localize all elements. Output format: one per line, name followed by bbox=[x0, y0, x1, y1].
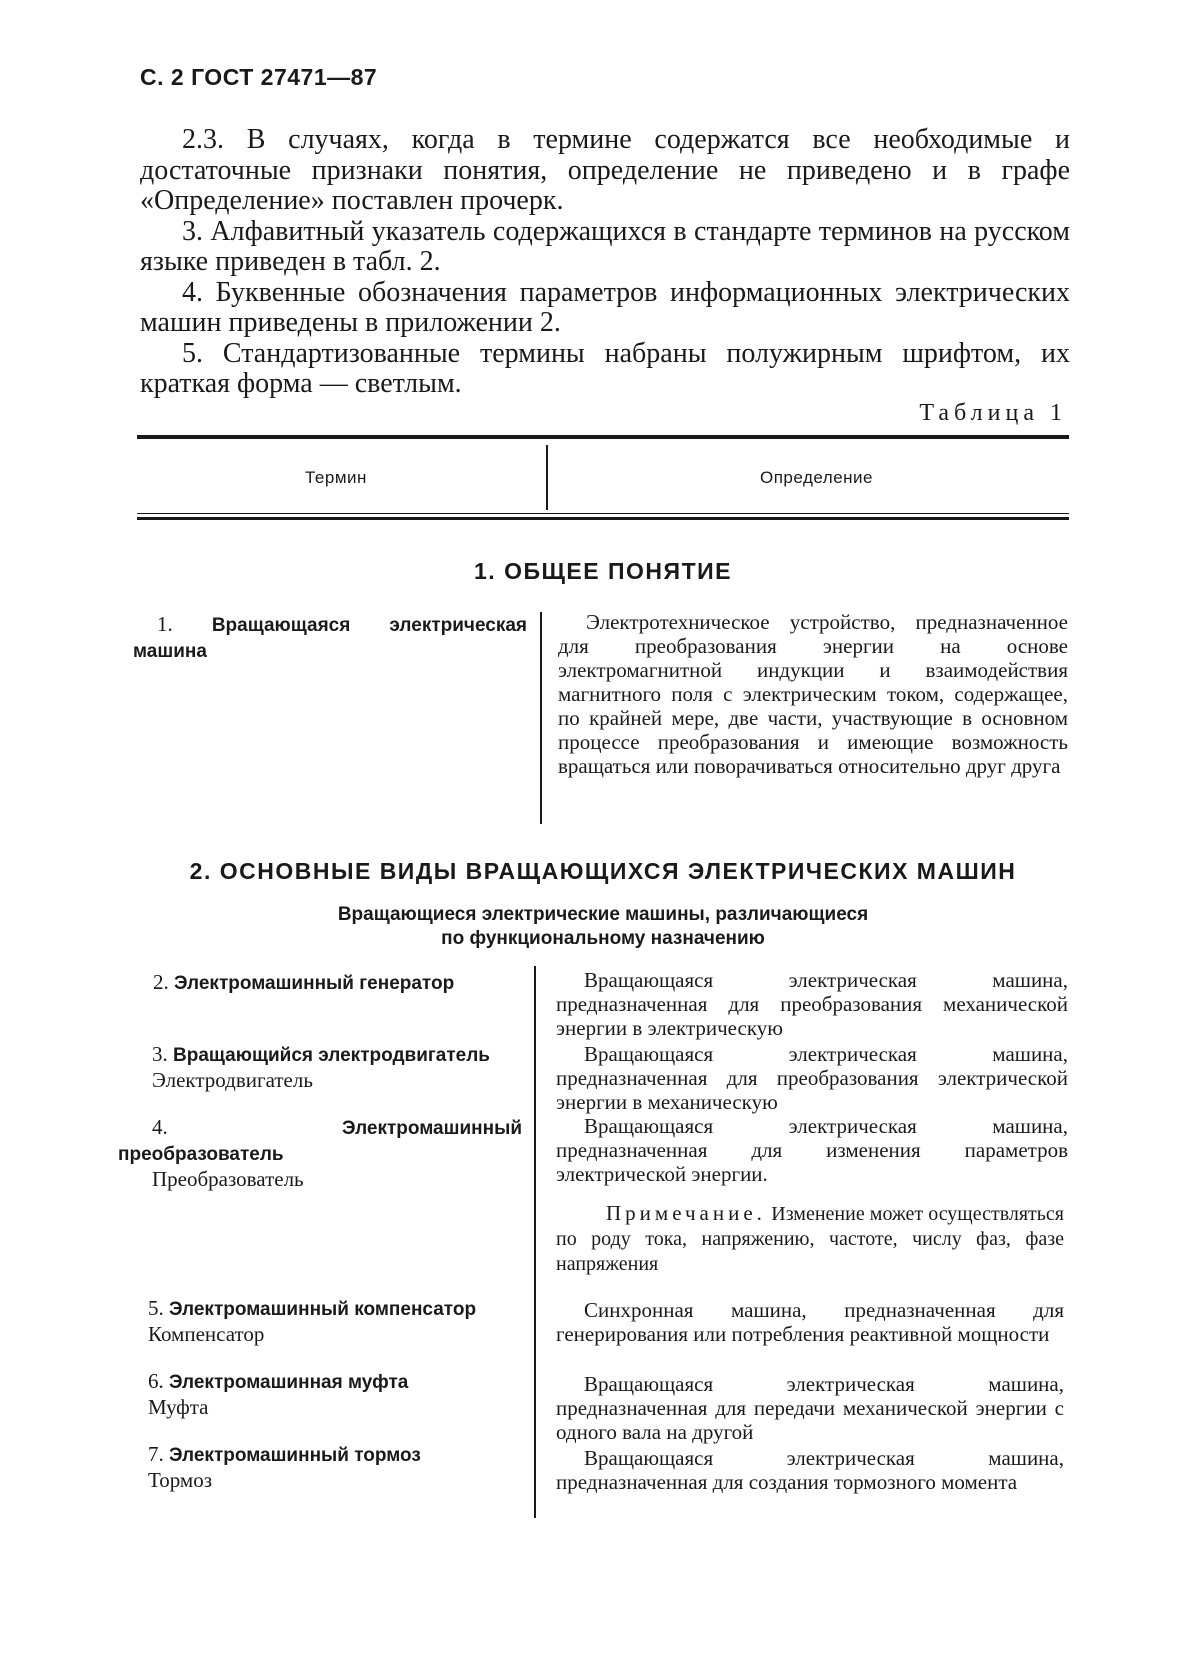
definition-text: Синхронная машина, предназначенная для генерирования или потребления реактивной мощности bbox=[556, 1298, 1064, 1346]
term-entry bbox=[118, 1296, 522, 1346]
term-number: 5. bbox=[148, 1296, 164, 1320]
term-number: 4. bbox=[152, 1115, 168, 1139]
intro-paragraph: 3. Алфавитный указатель содержащихся в стандарте терминов на русском языке приведен в табл. 2. bbox=[140, 215, 1070, 277]
term-entry bbox=[118, 1042, 522, 1092]
term-entry bbox=[133, 612, 527, 664]
section-title: 2. ОСНОВНЫЕ ВИДЫ ВРАЩАЮЩИХСЯ ЭЛЕКТРИЧЕСКИХ МАШИН bbox=[189, 858, 1017, 884]
column-divider bbox=[534, 966, 536, 1518]
table-header-rule bbox=[137, 513, 1069, 514]
definition-text: Электротехническое устройство, предназначенное для преобразования энергии на основе электромагнитной индукции и взаимодействия магнитного поля с электрическим током, содержащее, по крайней мере, две части, участвующие в основном процессе преобразования и имеющие возможность вращаться или поворачиваться относительно друг друга bbox=[558, 610, 1068, 778]
column-header-term: Термин bbox=[305, 468, 367, 487]
column-header-definition: Определение bbox=[760, 468, 873, 487]
intro-paragraph: 2.3. В случаях, когда в термине содержатся все необходимые и достаточные признаки понятия, определение не приведено и в графе «Определение» поставлен прочерк. bbox=[140, 124, 1070, 216]
term-name: Электромашинный тормоз bbox=[169, 1445, 421, 1466]
subsection-title bbox=[137, 903, 1069, 951]
definition-text: Вращающаяся электрическая машина, предназначенная для передачи механической энергии с одного вала на другой bbox=[556, 1372, 1064, 1444]
intro-text bbox=[140, 125, 1070, 400]
term-name: Вращающийся электродвигатель bbox=[173, 1045, 490, 1066]
term-entry bbox=[118, 1369, 522, 1419]
table-header-rule-bold bbox=[137, 517, 1069, 520]
term-short-form: Муфта bbox=[148, 1395, 209, 1419]
definition-text: Вращающаяся электрическая машина, предназначенная для преобразования электрической энергии в механическую bbox=[556, 1042, 1068, 1114]
term-number: 2. bbox=[153, 970, 169, 994]
term-short-form: Компенсатор bbox=[148, 1322, 265, 1346]
note-label: Примечание. bbox=[606, 1201, 766, 1225]
term-name: Электромашинная муфта bbox=[169, 1372, 409, 1393]
term-entry bbox=[118, 1442, 522, 1492]
term-short-form: Тормоз bbox=[148, 1468, 213, 1492]
definition-text: Вращающаяся электрическая машина, предназначенная для изменения параметров электрической энергии. bbox=[556, 1114, 1068, 1186]
term-short-form: Электродвигатель bbox=[152, 1068, 313, 1092]
table-top-rule bbox=[137, 435, 1069, 439]
section-title: 1. ОБЩЕЕ ПОНЯТИЕ bbox=[474, 558, 732, 584]
table-label: Таблица 1 bbox=[919, 400, 1067, 426]
subsection-title-line: по функциональному назначению bbox=[441, 928, 765, 949]
term-number: 1. bbox=[157, 612, 173, 636]
term-entry bbox=[118, 1115, 522, 1191]
page-header: С. 2 ГОСТ 27471—87 bbox=[140, 64, 378, 90]
definition-note bbox=[556, 1201, 1064, 1276]
header-column-divider bbox=[546, 445, 548, 510]
term-number: 3. bbox=[152, 1042, 168, 1066]
term-number: 6. bbox=[148, 1369, 164, 1393]
term-name: Электромашинный генератор bbox=[174, 973, 455, 994]
term-short-form: Преобразователь bbox=[152, 1167, 304, 1191]
column-divider bbox=[540, 612, 542, 824]
note-text: Изменение может осуществляться по роду тока, напряжению, частоте, числу фаз, фазе напряжения bbox=[556, 1203, 1064, 1275]
term-name: Электромашинный преобразователь bbox=[118, 1118, 522, 1165]
term-name: Электромашинный компенсатор bbox=[169, 1299, 477, 1320]
term-name: Вращающаяся электрическая машина bbox=[133, 615, 527, 662]
subsection-title-line: Вращающиеся электрические машины, различающиеся bbox=[337, 904, 869, 925]
term-entry bbox=[133, 970, 527, 996]
definition-text: Вращающаяся электрическая машина, предназначенная для создания тормозного момента bbox=[556, 1446, 1064, 1494]
intro-paragraph: 5. Стандартизованные термины набраны полужирным шрифтом, их краткая форма — светлым. bbox=[140, 337, 1070, 399]
intro-paragraph: 4. Буквенные обозначения параметров информационных электрических машин приведены в приложении 2. bbox=[140, 276, 1070, 338]
definition-text: Вращающаяся электрическая машина, предназначенная для преобразования механической энергии в электрическую bbox=[556, 968, 1068, 1040]
term-number: 7. bbox=[148, 1442, 164, 1466]
